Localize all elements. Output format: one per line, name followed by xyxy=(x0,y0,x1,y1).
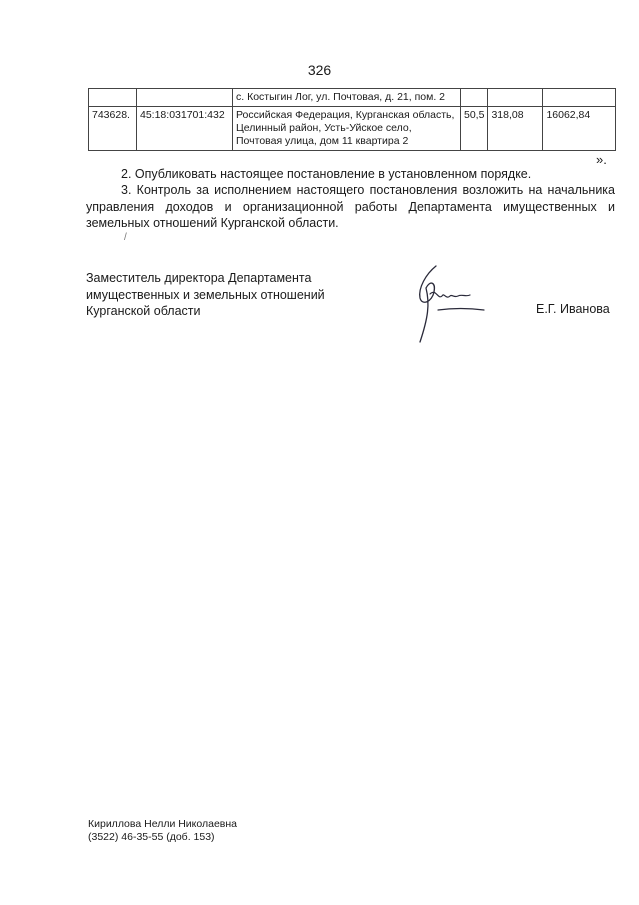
cell-address: с. Костыгин Лог, ул. Почтовая, д. 21, пом. 2 xyxy=(233,89,461,107)
signatory-position xyxy=(86,270,325,320)
signatory-name: Е.Г. Иванова xyxy=(536,302,610,316)
cell-value: 16062,84 xyxy=(543,107,616,151)
paragraph-3: 3. Контроль за исполнением настоящего постановления возложить на начальника управления доходов и организационной работы Департамента имущественных и земельных отношений Курганской области. xyxy=(86,183,615,230)
cell-area: 50,5 xyxy=(461,107,488,151)
position-line: имущественных и земельных отношений xyxy=(86,287,325,302)
position-line: Курганской области xyxy=(86,304,201,318)
executor-name: Кириллова Нелли Николаевна xyxy=(88,818,238,830)
cell-number xyxy=(89,89,137,107)
table-row xyxy=(89,89,616,107)
cell-number: 743628. xyxy=(89,107,137,151)
cell-rate: 318,08 xyxy=(488,107,543,151)
position-line: Заместитель директора Департамента xyxy=(86,271,312,285)
executor-phone: (3522) 46-35-55 (доб. 153) xyxy=(88,831,215,843)
handwritten-signature xyxy=(408,258,498,348)
paragraph-2: 2. Опубликовать настоящее постановление в установленном порядке. xyxy=(121,167,532,181)
cell-address: Российская Федерация, Курганская область, Целинный район, Усть-Уйское село, Почтовая улица, дом 11 квартира 2 xyxy=(233,107,461,151)
cell-rate xyxy=(488,89,543,107)
property-table xyxy=(88,88,616,151)
cell-cadastral: 45:18:031701:432 xyxy=(137,107,233,151)
table-row xyxy=(89,107,616,151)
cell-value xyxy=(543,89,616,107)
closing-quote: ». xyxy=(596,152,607,167)
executor-info xyxy=(88,818,237,844)
cell-area xyxy=(461,89,488,107)
page-number: 326 xyxy=(307,62,332,78)
cell-cadastral xyxy=(137,89,233,107)
scan-mark: / xyxy=(124,232,127,243)
